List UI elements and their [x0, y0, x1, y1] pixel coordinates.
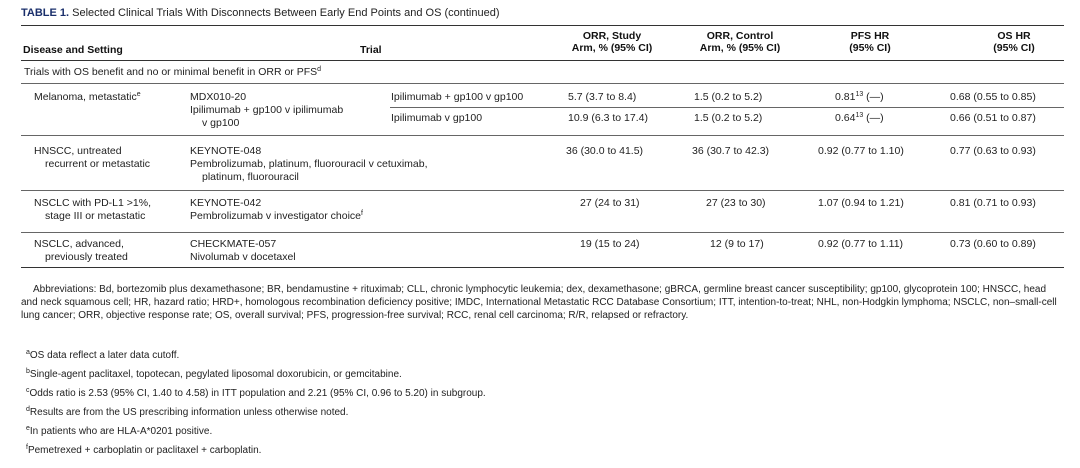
row3-pfs: 1.07 (0.94 to 1.21) — [818, 197, 904, 209]
header-orr-study-line2: Arm, % (95% CI) — [571, 42, 653, 54]
row2-orr-study: 36 (30.0 to 41.5) — [566, 145, 644, 157]
row1-orr-study-2: 10.9 (6.3 to 17.4) — [568, 112, 648, 124]
row4-disease-line2: previously treated — [45, 251, 128, 263]
row3-desc-text: Pembrolizumab v investigator choice — [190, 210, 361, 222]
row1-pfs-1 — [835, 91, 884, 104]
row1-orr-study-1: 5.7 (3.7 to 8.4) — [568, 91, 637, 103]
row1-orr-control-1: 1.5 (0.2 to 5.2) — [694, 91, 763, 103]
row1-pfs-1-value: 0.81 — [835, 91, 856, 103]
header-os — [966, 30, 1062, 54]
header-orr-control-line1: ORR, Control — [706, 30, 774, 42]
header-rule — [21, 60, 1064, 61]
footnote-b-mark: b — [26, 368, 30, 375]
table-title — [21, 7, 500, 19]
section-text: Trials with OS benefit and no or minimal benefit in ORR or PFS — [24, 66, 318, 78]
footnote-a — [26, 349, 179, 362]
row1-pfs-2-sup: 13 — [855, 112, 864, 119]
row3-orr-study: 27 (24 to 31) — [580, 197, 640, 209]
row2-desc-line2: platinum, fluorouracil — [202, 171, 299, 183]
row2-disease-line2: recurrent or metastatic — [45, 158, 151, 170]
row4-disease-line1: NSCLC, advanced, — [34, 238, 124, 250]
row1-trial: MDX010-20 — [190, 91, 247, 103]
footnote-c-mark: c — [26, 387, 30, 394]
row4-trial: CHECKMATE-057 — [190, 238, 277, 250]
row4-orr-study: 19 (15 to 24) — [580, 238, 640, 250]
header-pfs-line2: (95% CI) — [849, 42, 891, 54]
footnote-a-text: OS data reflect a later data cutoff. — [29, 350, 180, 361]
row3-trial: KEYNOTE-042 — [190, 197, 262, 209]
header-orr-study — [562, 30, 662, 54]
row1-pfs-1-tail: (—) — [866, 91, 884, 103]
row1-disease — [34, 91, 141, 104]
row1-comparison2: Ipilimumab v gp100 — [391, 112, 483, 124]
row1-disease-text: Melanoma, metastatic — [34, 91, 137, 103]
row1-pfs-2-value: 0.64 — [835, 112, 856, 124]
footnote-c — [26, 387, 486, 400]
header-orr-control — [688, 30, 792, 54]
header-os-line2: (95% CI) — [993, 42, 1035, 54]
section-heading — [24, 66, 321, 79]
row4-desc: Nivolumab v docetaxel — [190, 251, 296, 263]
footnote-b-text: Single-agent paclitaxel, topotecan, pegylated liposomal doxorubicin, or gemcitabine. — [29, 369, 402, 380]
header-disease: Disease and Setting — [23, 44, 123, 56]
row1-sub-line1: Ipilimumab + gp100 v ipilimumab — [190, 104, 344, 116]
footnote-d-mark: d — [26, 406, 30, 413]
top-rule — [21, 25, 1064, 26]
row4-orr-control: 12 (9 to 17) — [710, 238, 764, 250]
row3-disease-line1: NSCLC with PD-L1 >1%, — [34, 197, 152, 209]
row4-pfs: 0.92 (0.77 to 1.11) — [818, 238, 904, 250]
row4-os: 0.73 (0.60 to 0.89) — [950, 238, 1036, 250]
row2-disease-line1: HNSCC, untreated — [34, 145, 122, 157]
footnote-f — [26, 444, 261, 457]
footnote-e — [26, 425, 212, 438]
row1-rule — [21, 135, 1064, 136]
footnote-e-mark: e — [26, 425, 30, 432]
row1-sub-line2: v gp100 — [202, 117, 240, 129]
row3-orr-control: 27 (23 to 30) — [706, 197, 766, 209]
row1-pfs-2-tail: (—) — [866, 112, 884, 124]
row1-inner-rule — [390, 107, 1064, 108]
row2-rule — [21, 190, 1064, 191]
section-rule — [21, 83, 1064, 84]
row1-disease-sup: e — [136, 91, 141, 98]
row1-os-1: 0.68 (0.55 to 0.85) — [950, 91, 1036, 103]
header-trial: Trial — [360, 44, 382, 56]
row1-pfs-2 — [835, 112, 884, 125]
row2-desc-line1: Pembrolizumab, platinum, fluorouracil v cetuximab, — [190, 158, 428, 170]
row1-comparison1: Ipilimumab + gp100 v gp100 — [391, 91, 524, 103]
header-orr-study-line1: ORR, Study — [582, 30, 642, 42]
row2-pfs: 0.92 (0.77 to 1.10) — [818, 145, 904, 157]
footnote-c-text: Odds ratio is 2.53 (95% CI, 1.40 to 4.58) in ITT population and 2.21 (95% CI, 0.96 to 5.20) in subgroup. — [29, 388, 486, 399]
header-orr-control-line2: Arm, % (95% CI) — [699, 42, 781, 54]
row3-disease-line2: stage III or metastatic — [45, 210, 146, 222]
abbreviations: Abbreviations: Bd, bortezomib plus dexamethasone; BR, bendamustine + rituximab; CLL, chronic lymphocytic leukemia; dex, dexamethasone; gBRCA, germline breast cancer susceptibility; gp100, glycoprotein 100; HNSCC, head and neck squamous cell; HR, hazard ratio; HRD+, homologous recombination deficiency positive; IMDC, International Metastatic RCC Database Consortium; ITT, intention-to-treat; NHL, non-Hodgkin lymphoma; NSCLC, non–small-cell lung cancer; ORR, objective response rate; OS, overall survival; PFS, progression-free survival; RCC, renal cell carcinoma; R/R, relapsed or refractory. — [21, 284, 1057, 322]
footnote-d — [26, 406, 348, 419]
table-caption: Selected Clinical Trials With Disconnects Between Early End Points and OS (continued) — [72, 7, 500, 19]
row2-trial: KEYNOTE-048 — [190, 145, 262, 157]
section-sup: d — [317, 66, 322, 73]
header-os-line1: OS HR — [997, 30, 1031, 42]
row3-desc — [190, 210, 363, 223]
footnote-b — [26, 368, 402, 381]
table-label: TABLE 1. — [21, 7, 70, 19]
row1-pfs-1-sup: 13 — [855, 91, 864, 98]
row3-desc-sup: f — [361, 210, 363, 217]
header-pfs-line1: PFS HR — [850, 30, 890, 42]
footnote-d-text: Results are from the US prescribing information unless otherwise noted. — [29, 407, 349, 418]
footnote-e-text: In patients who are HLA-A*0201 positive. — [29, 426, 213, 437]
footnote-f-text: Pemetrexed + carboplatin or paclitaxel + carboplatin. — [27, 445, 262, 456]
header-pfs — [822, 30, 918, 54]
row1-os-2: 0.66 (0.51 to 0.87) — [950, 112, 1036, 124]
footnote-f-mark: f — [26, 444, 28, 451]
bottom-rule — [21, 267, 1064, 268]
row2-os: 0.77 (0.63 to 0.93) — [950, 145, 1036, 157]
row1-orr-control-2: 1.5 (0.2 to 5.2) — [694, 112, 763, 124]
row2-orr-control: 36 (30.7 to 42.3) — [692, 145, 770, 157]
row3-os: 0.81 (0.71 to 0.93) — [950, 197, 1036, 209]
row3-rule — [21, 232, 1064, 233]
footnote-a-mark: a — [26, 349, 30, 356]
